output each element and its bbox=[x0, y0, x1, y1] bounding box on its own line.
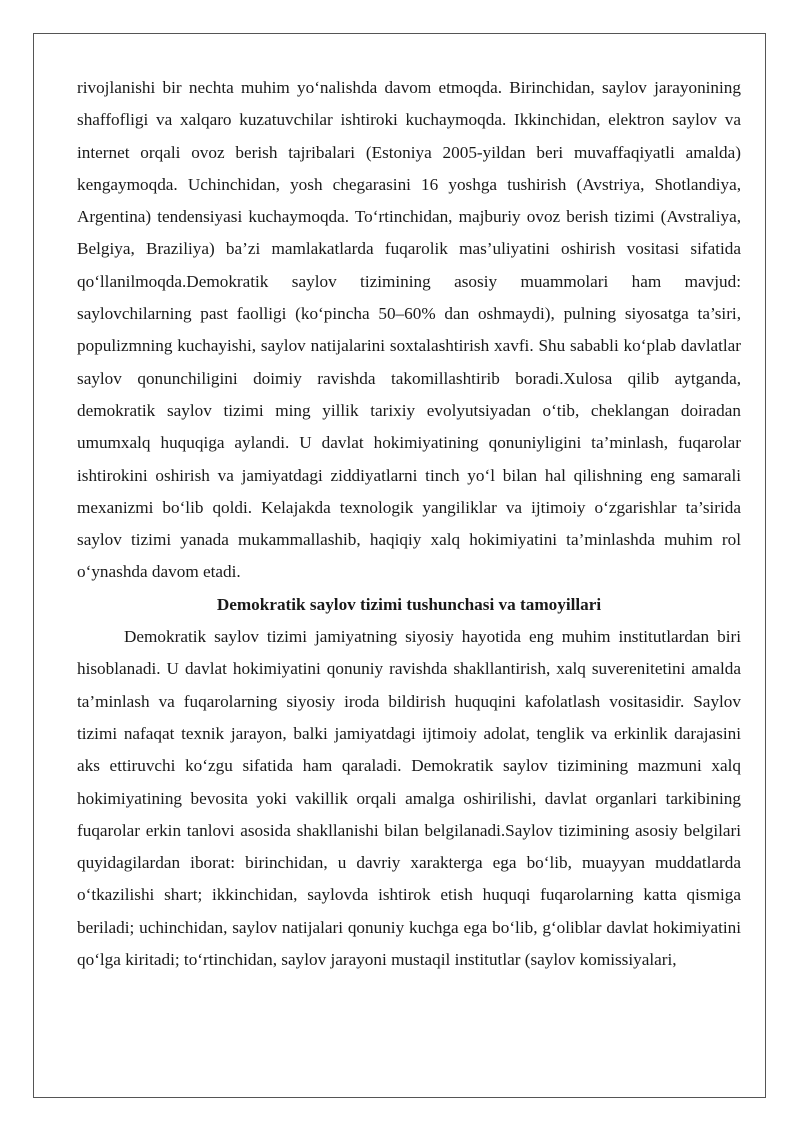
page-content bbox=[77, 72, 741, 976]
body-paragraph: rivojlanishi bir nechta muhim yo‘nalishda davom etmoqda. Birinchidan, saylov jarayonining shaffofligi va xalqaro kuzatuvchilar ishtiroki kuchaymoqda. Ikkinchidan, elektron saylov va internet orqali ovoz berish tajribalari (Estoniya 2005-yildan beri muvaffaqiyatli amalda) kengaymoqda. Uchinchidan, yosh chegarasini 16 yoshga tushirish (Avstriya, Shotlandiya, Argentina) tendensiyasi kuchaymoqda. To‘rtinchidan, majburiy ovoz berish tizimi (Avstraliya, Belgiya, Braziliya) ba’zi mamlakatlarda fuqarolik mas’uliyatini oshirish vositasi sifatida qo‘llanilmoqda.Demokratik saylov tizimining asosiy muammolari ham mavjud: saylovchilarning past faolligi (ko‘pincha 50–60% dan oshmaydi), pulning siyosatga ta’siri, populizmning kuchayishi, saylov natijalarini soxtalashtirish xavfi. Shu sababli ko‘plab davlatlar saylov qonunchiligini doimiy ravishda takomillashtirib boradi.Xulosa qilib aytganda, demokratik saylov tizimi ming yillik tarixiy evolyutsiyadan o‘tib, cheklangan doiradan umumxalq huquqiga aylandi. U davlat hokimiyatining qonuniyligini ta’minlash, fuqarolar ishtirokini oshirish va jamiyatdagi ziddiyatlarni tinch yo‘l bilan hal qilishning eng samarali mexanizmi bo‘lib qoldi. Kelajakda texnologik yangiliklar va ijtimoiy o‘zgarishlar ta’sirida saylov tizimi yanada mukammallashib, haqiqiy xalq hokimiyatini ta’minlashda muhim rol o‘ynashda davom etadi. bbox=[77, 78, 741, 582]
body-paragraph: Demokratik saylov tizimi jamiyatning siyosiy hayotida eng muhim institutlardan biri hisoblanadi. U davlat hokimiyatini qonuniy ravishda shakllantirish, xalq suverenitetini amalda ta’minlash va fuqarolarning siyosiy iroda bildirish huquqini kafolatlash vositasidir. Saylov tizimi nafaqat texnik jarayon, balki jamiyatdagi ijtimoiy adolat, tenglik va erkinlik darajasini aks ettiruvchi ko‘zgu sifatida ham qaraladi. Demokratik saylov tizimining mazmuni xalq hokimiyatining bevosita yoki vakillik orqali amalga oshirilishi, davlat organlari tarkibining fuqarolar erkin tanlovi asosida shakllanishi bilan belgilanadi.Saylov tizimining asosiy belgilari quyidagilardan iborat: birinchidan, u davriy xarakterga ega bo‘lib, muayyan muddatlarda o‘tkazilishi shart; ikkinchidan, saylovda ishtirok etish huquqi fuqarolarning katta qismiga beriladi; uchinchidan, saylov natijalari qonuniy kuchga ega bo‘lib, g‘oliblar davlat hokimiyatini qo‘lga kiritadi; to‘rtinchidan, saylov jarayoni mustaqil institutlar (saylov komissiyalari, bbox=[77, 627, 741, 970]
section-heading: Demokratik saylov tizimi tushunchasi va tamoyillari bbox=[216, 594, 602, 614]
